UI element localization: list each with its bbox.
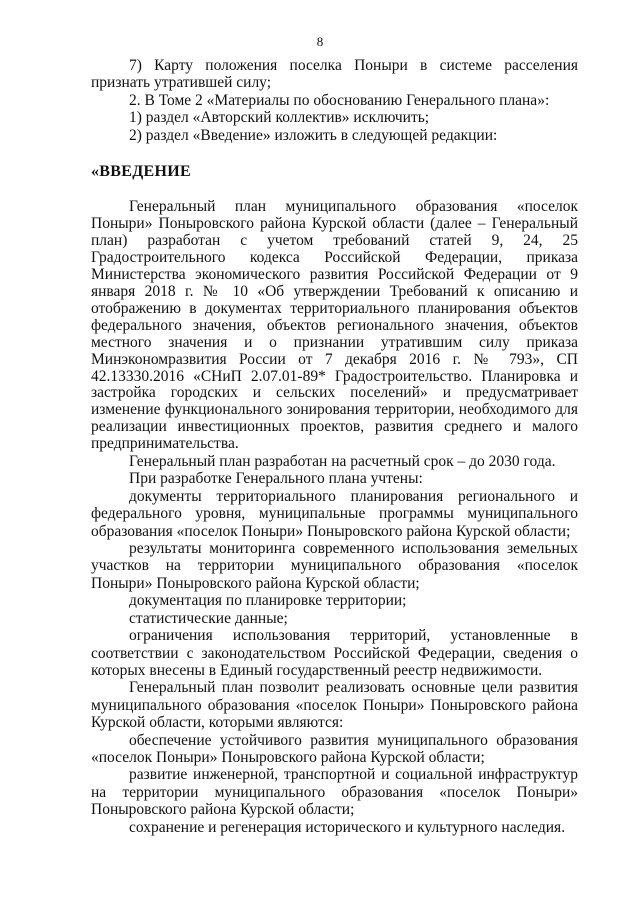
list-item-restrictions: ограничения использования территорий, установленные в соответствии с законодательством Российской Федерации, сведения о которых внесены в Единый государственный реестр недвижимости. bbox=[91, 627, 578, 679]
section-heading: «ВВЕДЕНИЕ bbox=[91, 163, 191, 181]
list-item-planning-documentation: документация по планировке территории; bbox=[129, 592, 407, 610]
list-item-infrastructure: развитие инженерной, транспортной и социальной инфраструктур на территории муниципального образования «поселок Поныри» Поныровского района Курской области; bbox=[91, 766, 578, 819]
paragraph-authors-section: 1) раздел «Авторский коллектив» исключить; bbox=[129, 109, 430, 127]
paragraph-volume-2: 2. В Томе 2 «Материалы по обоснованию Генерального плана»: bbox=[129, 91, 550, 109]
paragraph-card-repeal: 7) Карту положения поселка Поныри в системе расселения признать утратившей силу; bbox=[91, 57, 578, 92]
paragraph-considered: При разработке Генерального плана учтены: bbox=[129, 470, 423, 488]
document-body bbox=[91, 57, 578, 836]
paragraph-term: Генеральный план разработан на расчетный срок – до 2030 года. bbox=[129, 453, 556, 471]
list-item-heritage: сохранение и регенерация исторического и культурного наследия. bbox=[129, 818, 566, 836]
paragraph-general-plan: Генеральный план муниципального образования «поселок Поныри» Поныровского района Курской области (далее – Генеральный план) разработан с учетом требований статей 9, 24, 25 Градостроительного кодекса Российской Федерации, приказа Министерства экономического развития Российской Федерации от 9 января 2018 г. № 10 «Об утверждении Требований к описанию и отображению в документах территориального планирования объектов федерального значения, объектов регионального значения, объектов местного значения и о признании утратившим силу приказа Минэкономразвития России от 7 декабря 2016 г. № 793», СП 42.13330.2016 «СНиП 2.07.01-89* Градостроительство. Планировка и застройка городских и сельских поселений» и предусматривает изменение функционального зонирования территории, необходимого для реализации инвестиционных проектов, развития среднего и малого предпринимательства. bbox=[91, 198, 578, 453]
paragraph-intro-section: 2) раздел «Введение» изложить в следующей редакции: bbox=[129, 126, 498, 144]
list-item-monitoring: результаты мониторинга современного использования земельных участков на территории муниципального образования «поселок Поныри» Поныровского района Курской области; bbox=[91, 540, 578, 592]
page-number: 8 bbox=[316, 34, 324, 49]
list-item-planning-docs: документы территориального планирования регионального и федерального уровня, муниципальные программы муниципального образования «поселок Поныри» Поныровского района Курской области; bbox=[91, 487, 578, 540]
list-item-sustainable-development: обеспечение устойчивого развития муниципального образования «поселок Поныри» Поныровского района Курской области; bbox=[91, 731, 578, 766]
list-item-statistics: статистические данные; bbox=[129, 609, 288, 627]
paragraph-goals: Генеральный план позволит реализовать основные цели развития муниципального образования «поселок Поныри» Поныровского района Курской области, которыми являются: bbox=[91, 679, 578, 732]
